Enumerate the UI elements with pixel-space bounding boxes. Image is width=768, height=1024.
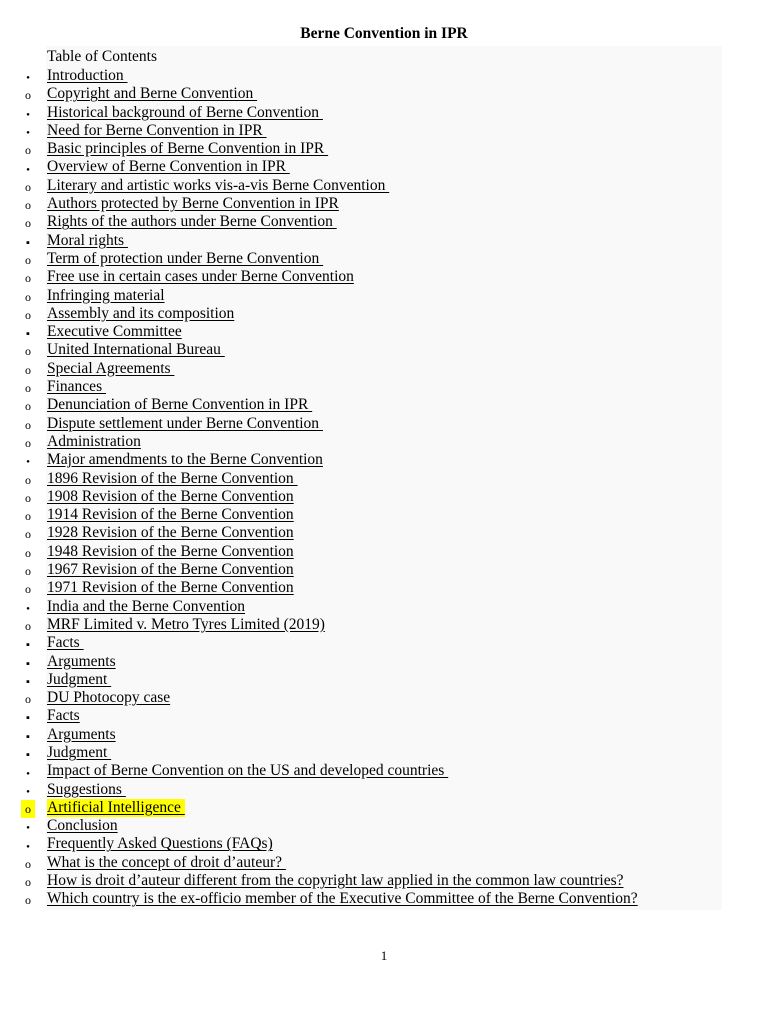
toc-entry	[0, 579, 768, 597]
toc-entry	[0, 451, 768, 469]
circle-bullet-icon	[21, 397, 35, 415]
toc-link[interactable]: Special Agreements	[47, 359, 175, 377]
toc-link[interactable]: 1896 Revision of the Berne Convention	[47, 469, 298, 487]
document-title: Berne Convention in IPR	[300, 25, 468, 42]
toc-entry	[0, 634, 768, 652]
toc-link[interactable]: Administration	[47, 432, 141, 450]
circle-bullet-icon	[21, 891, 35, 909]
toc-link[interactable]: 1948 Revision of the Berne Convention	[47, 542, 294, 560]
toc-link[interactable]: Arguments	[47, 652, 116, 670]
toc-link[interactable]: What is the concept of droit d’auteur?	[47, 853, 286, 871]
circle-bullet-icon	[21, 342, 35, 360]
toc-entry	[0, 854, 768, 872]
toc-link[interactable]: Introduction	[47, 67, 128, 84]
toc-heading: Table of Contents	[47, 48, 157, 65]
toc-entry	[0, 122, 768, 140]
circle-bullet-icon	[21, 855, 35, 873]
circle-bullet-icon	[21, 873, 35, 891]
toc-entry	[0, 104, 768, 122]
circle-bullet-icon	[21, 800, 35, 818]
circle-bullet-icon	[21, 489, 35, 507]
square-bullet-icon	[21, 654, 35, 673]
toc-entry	[0, 232, 768, 250]
toc-link[interactable]: Judgment	[47, 743, 112, 761]
toc-entry	[0, 323, 768, 341]
toc-link[interactable]: Historical background of Berne Convention	[47, 103, 323, 121]
toc-link[interactable]: Facts	[47, 634, 84, 652]
toc-entry	[0, 140, 768, 158]
toc-link[interactable]: Assembly and its composition	[47, 304, 235, 322]
toc-link[interactable]: Literary and artistic works vis-a-vis Berne Convention	[47, 176, 390, 194]
toc-link[interactable]: Suggestions	[47, 780, 126, 798]
toc-link[interactable]: 1967 Revision of the Berne Convention	[47, 561, 294, 579]
toc-entry	[0, 470, 768, 488]
toc-entry	[0, 378, 768, 396]
toc-entry	[0, 598, 768, 616]
toc-link[interactable]: Finances	[47, 378, 106, 396]
toc-entry	[0, 872, 768, 890]
toc-entry	[0, 341, 768, 359]
toc-entry	[0, 85, 768, 103]
toc-link[interactable]: Overview of Berne Convention in IPR	[47, 158, 290, 176]
toc-link[interactable]: Which country is the ex-officio member of the Executive Committee of the Berne Convention?	[47, 890, 638, 908]
toc-link[interactable]: Arguments	[47, 725, 116, 743]
circle-bullet-icon	[21, 178, 35, 196]
circle-bullet-icon	[21, 544, 35, 562]
toc-entry	[0, 561, 768, 579]
circle-bullet-icon	[21, 196, 35, 214]
circle-bullet-icon	[21, 617, 35, 635]
toc-entry	[0, 762, 768, 780]
circle-bullet-icon	[21, 416, 35, 434]
toc-link[interactable]: Free use in certain cases under Berne Convention	[47, 268, 354, 286]
circle-bullet-icon	[21, 269, 35, 287]
circle-bullet-icon	[21, 525, 35, 543]
circle-bullet-icon	[21, 507, 35, 525]
toc-link[interactable]: Basic principles of Berne Convention in IPR	[47, 140, 329, 158]
square-bullet-icon	[21, 708, 35, 727]
square-bullet-icon	[21, 233, 35, 252]
toc-entry	[0, 671, 768, 689]
toc-entry	[0, 158, 768, 176]
toc-link[interactable]: MRF Limited v. Metro Tyres Limited (2019)	[47, 615, 325, 633]
circle-bullet-icon	[21, 434, 35, 452]
toc-entry	[0, 707, 768, 725]
toc-link[interactable]: Moral rights	[47, 231, 128, 249]
toc-entry	[0, 67, 768, 85]
toc-link[interactable]: 1971 Revision of the Berne Convention	[47, 579, 294, 597]
toc-entry	[0, 835, 768, 853]
toc-link[interactable]: 1928 Revision of the Berne Convention	[47, 524, 294, 542]
toc-link[interactable]: Artificial Intelligence	[47, 798, 185, 816]
toc-link[interactable]: DU Photocopy case	[47, 689, 171, 707]
toc-link[interactable]: 1908 Revision of the Berne Convention	[47, 487, 294, 505]
toc-entry	[0, 305, 768, 323]
circle-bullet-icon	[21, 251, 35, 269]
toc-entry	[0, 653, 768, 671]
toc-entry	[0, 287, 768, 305]
toc-link[interactable]: Need for Berne Convention in IPR	[47, 121, 267, 139]
toc-link[interactable]: Executive Committee	[47, 323, 182, 341]
circle-bullet-icon	[21, 214, 35, 232]
toc-entry	[0, 744, 768, 762]
toc-link[interactable]: Frequently Asked Questions (FAQs)	[47, 835, 273, 853]
circle-bullet-icon	[21, 562, 35, 580]
toc-link[interactable]: Copyright and Berne Convention	[47, 85, 258, 103]
circle-bullet-icon	[21, 379, 35, 397]
circle-bullet-icon	[21, 288, 35, 306]
toc-entry	[0, 524, 768, 542]
circle-bullet-icon	[21, 141, 35, 159]
circle-bullet-icon	[21, 361, 35, 379]
toc-entry	[0, 195, 768, 213]
toc-entry	[0, 488, 768, 506]
page-number: 1	[380, 948, 388, 963]
toc-entry	[0, 268, 768, 286]
toc-entry	[0, 433, 768, 451]
toc-link[interactable]: Infringing material	[47, 286, 165, 304]
circle-bullet-icon	[21, 690, 35, 708]
toc-link[interactable]: India and the Berne Convention	[47, 597, 246, 615]
square-bullet-icon	[21, 324, 35, 343]
toc-entry	[0, 543, 768, 561]
square-bullet-icon	[21, 672, 35, 691]
square-bullet-icon	[21, 727, 35, 746]
toc-entry	[0, 781, 768, 799]
toc-entry	[0, 177, 768, 195]
toc-entry	[0, 817, 768, 835]
toc-link[interactable]: Facts	[47, 707, 80, 725]
circle-bullet-icon	[21, 580, 35, 598]
toc-link[interactable]: Judgment	[47, 670, 112, 688]
toc-entry	[0, 360, 768, 378]
toc-link[interactable]: 1914 Revision of the Berne Convention	[47, 506, 294, 524]
toc-link[interactable]: Authors protected by Berne Convention in IPR	[47, 195, 339, 213]
square-bullet-icon	[21, 745, 35, 764]
toc-entry	[0, 890, 768, 908]
toc-entry	[0, 616, 768, 634]
toc-entry	[0, 415, 768, 433]
toc-link[interactable]: Impact of Berne Convention on the US and developed countries	[47, 762, 449, 780]
toc-entry	[0, 799, 768, 817]
toc-entry	[0, 213, 768, 231]
toc-link[interactable]: How is droit d’auteur different from the copyright law applied in the common law countries?	[47, 872, 624, 890]
toc-link[interactable]: United International Bureau	[47, 341, 225, 359]
toc-entry	[0, 689, 768, 707]
table-of-contents	[0, 67, 768, 909]
toc-link[interactable]: Major amendments to the Berne Convention	[47, 451, 323, 469]
circle-bullet-icon	[21, 86, 35, 104]
toc-entry	[0, 726, 768, 744]
toc-entry	[0, 250, 768, 268]
circle-bullet-icon	[21, 306, 35, 324]
toc-link[interactable]: Term of protection under Berne Convention	[47, 249, 324, 267]
toc-entry	[0, 506, 768, 524]
toc-link[interactable]: Dispute settlement under Berne Convention	[47, 414, 323, 432]
toc-link[interactable]: Rights of the authors under Berne Convention	[47, 213, 337, 231]
toc-link[interactable]: Conclusion	[47, 817, 118, 835]
toc-entry	[0, 396, 768, 414]
circle-bullet-icon	[21, 471, 35, 489]
toc-link[interactable]: Denunciation of Berne Convention in IPR	[47, 396, 313, 414]
square-bullet-icon	[21, 635, 35, 654]
